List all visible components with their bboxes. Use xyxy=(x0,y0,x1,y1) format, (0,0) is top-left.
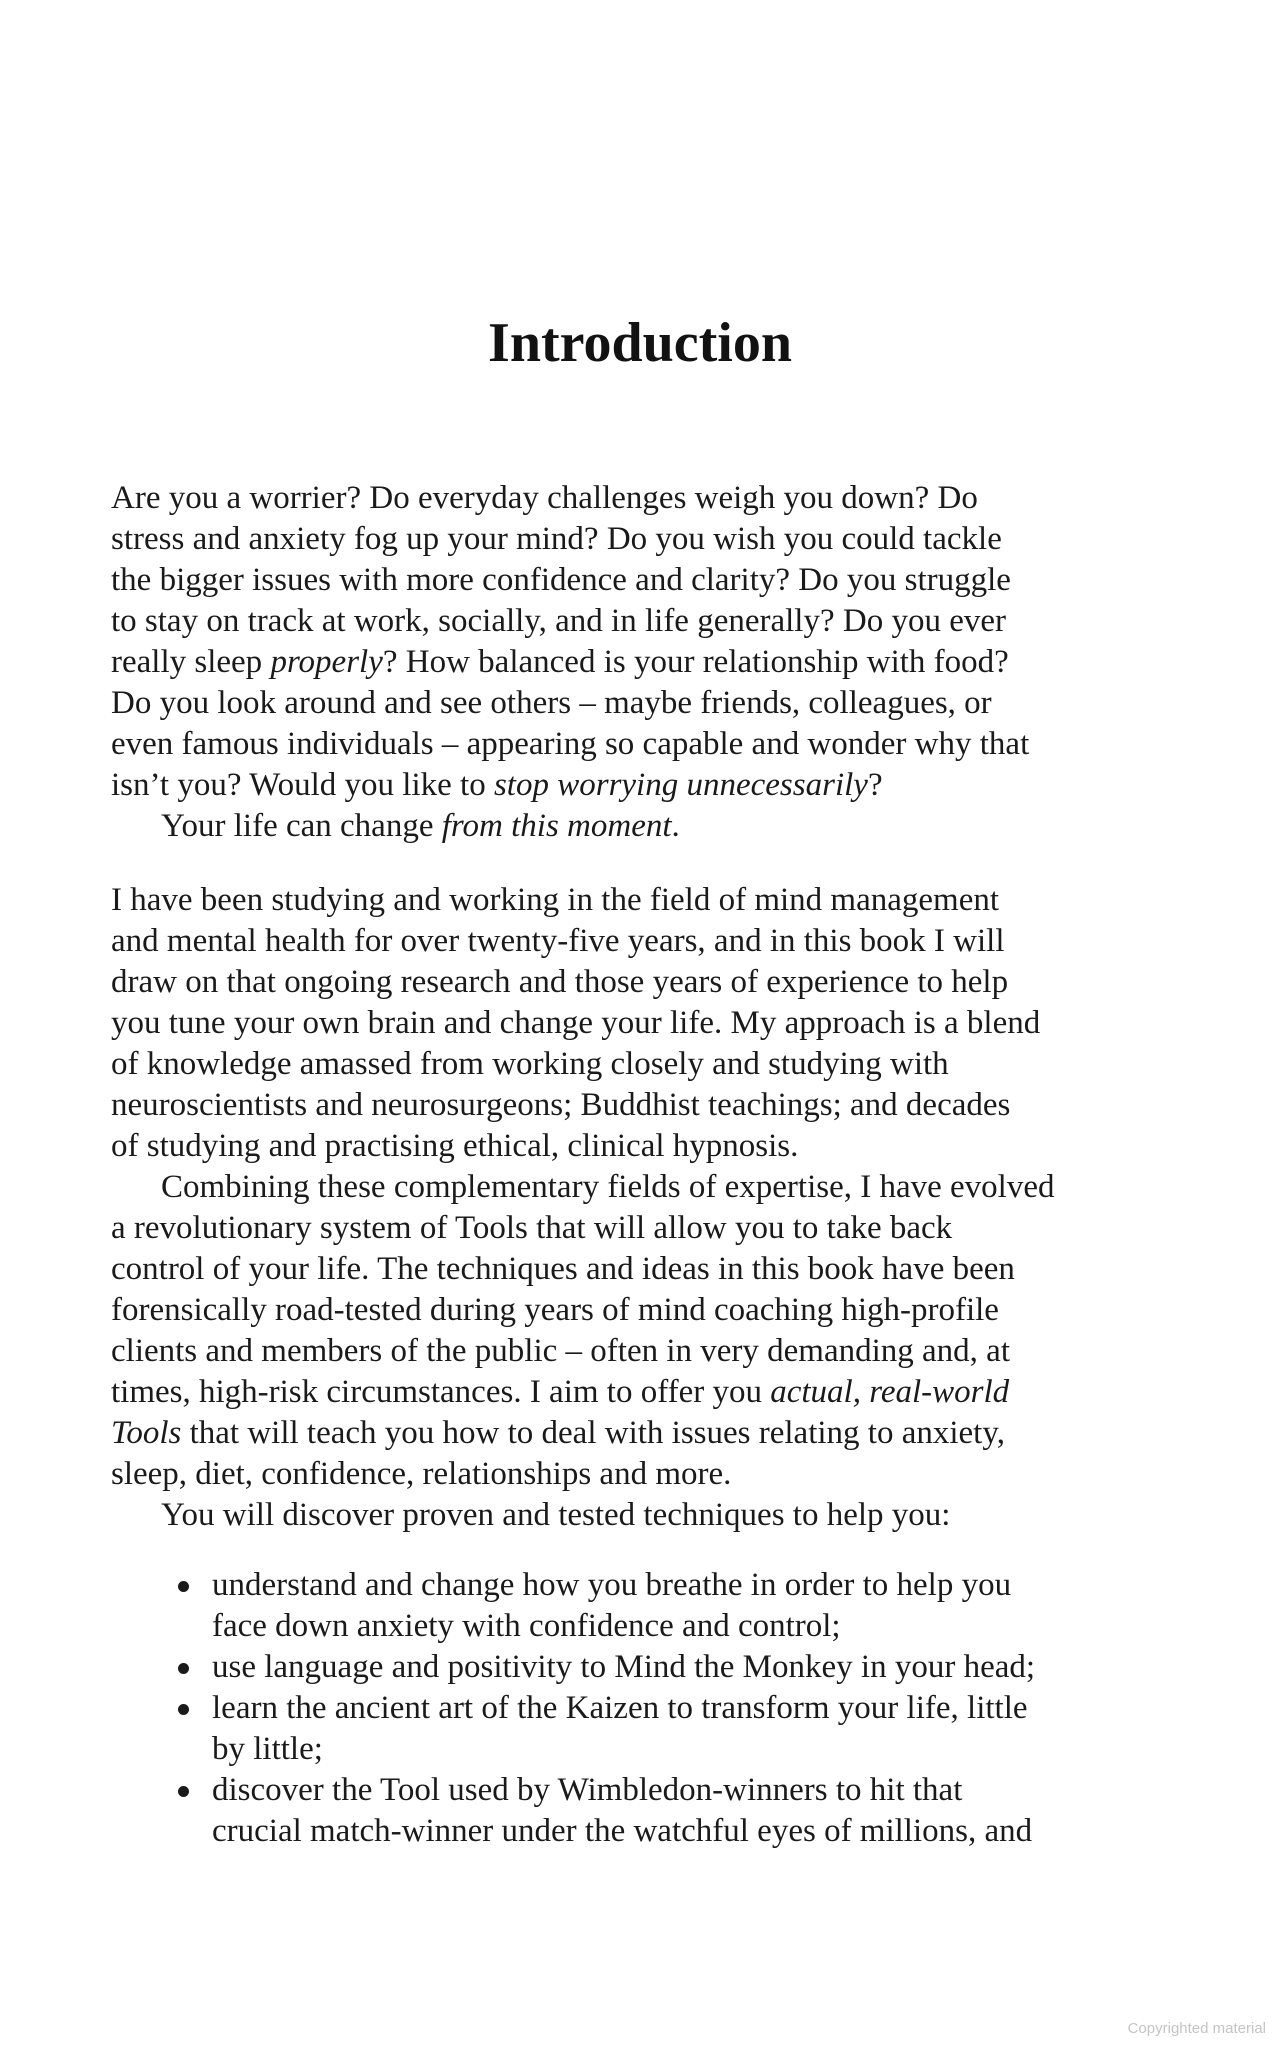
text-segment: draw on that ongoing research and those years of experience to help xyxy=(111,964,1009,1000)
italic-text-segment: actual, real-world xyxy=(770,1374,1010,1410)
text-line xyxy=(111,1606,1186,1647)
watermark-text: Copyrighted material xyxy=(1127,2020,1266,2037)
text-segment: use language and positivity to Mind the Monkey in your head; xyxy=(212,1649,1036,1685)
text-segment: to stay on track at work, socially, and in life generally? Do you ever xyxy=(111,603,1006,639)
text-line xyxy=(111,1729,1186,1770)
text-line xyxy=(111,1811,1186,1852)
text-segment: ? xyxy=(867,767,883,803)
text-segment: Are you a worrier? Do everyday challenges weigh you down? Do xyxy=(111,480,978,516)
italic-text-segment: properly xyxy=(270,644,383,680)
text-line xyxy=(111,1770,1186,1811)
text-line xyxy=(111,683,1186,724)
page-title: Introduction xyxy=(488,311,792,374)
text-segment: Combining these complementary fields of expertise, I have evolved xyxy=(161,1169,1055,1205)
text-line xyxy=(111,1085,1186,1126)
text-segment: You will discover proven and tested techniques to help you: xyxy=(161,1497,951,1533)
text-line xyxy=(111,1249,1186,1290)
bullet-icon xyxy=(178,1663,189,1674)
text-segment: control of your life. The techniques and ideas in this book have been xyxy=(111,1251,1015,1287)
text-line xyxy=(111,1372,1186,1413)
text-segment: a revolutionary system of Tools that will allow you to take back xyxy=(111,1210,953,1246)
text-segment: neuroscientists and neurosurgeons; Buddhist teachings; and decades xyxy=(111,1087,1011,1123)
bullet-icon xyxy=(178,1786,189,1797)
text-line xyxy=(111,962,1186,1003)
text-line xyxy=(111,765,1186,806)
text-line xyxy=(111,519,1186,560)
text-line xyxy=(111,1290,1186,1331)
text-line xyxy=(111,1126,1186,1167)
text-segment: face down anxiety with confidence and control; xyxy=(212,1608,841,1644)
text-segment: learn the ancient art of the Kaizen to transform your life, little xyxy=(212,1690,1028,1726)
text-segment: of knowledge amassed from working closely and studying with xyxy=(111,1046,949,1082)
text-segment: you tune your own brain and change your life. My approach is a blend xyxy=(111,1005,1041,1041)
text-line xyxy=(111,1003,1186,1044)
text-line xyxy=(111,1331,1186,1372)
text-line xyxy=(111,478,1186,519)
text-line xyxy=(111,724,1186,765)
italic-text-segment: stop worrying unnecessarily xyxy=(493,767,868,803)
text-segment: I have been studying and working in the field of mind management xyxy=(111,882,1000,918)
text-segment: by little; xyxy=(212,1731,323,1767)
text-segment: clients and members of the public – often in very demanding and, at xyxy=(111,1333,1010,1369)
text-line xyxy=(111,560,1186,601)
text-line xyxy=(111,806,1186,847)
bullet-icon xyxy=(178,1704,189,1715)
text-segment: isn’t you? Would you like to xyxy=(111,767,494,803)
bullet-icon xyxy=(178,1581,189,1592)
text-line xyxy=(111,1044,1186,1085)
text-line xyxy=(111,1688,1186,1729)
text-segment: Do you look around and see others – maybe friends, colleagues, or xyxy=(111,685,992,721)
text-segment: forensically road-tested during years of mind coaching high-profile xyxy=(111,1292,999,1328)
text-segment: the bigger issues with more confidence and clarity? Do you struggle xyxy=(111,562,1011,598)
text-segment: sleep, diet, confidence, relationships and more. xyxy=(111,1456,732,1492)
text-line xyxy=(111,1208,1186,1249)
text-segment: of studying and practising ethical, clinical hypnosis. xyxy=(111,1128,799,1164)
text-line xyxy=(111,880,1186,921)
italic-text-segment: Tools xyxy=(111,1415,182,1451)
text-segment: times, high-risk circumstances. I aim to offer you xyxy=(111,1374,771,1410)
text-segment: ? How balanced is your relationship with food? xyxy=(382,644,1009,680)
text-segment: even famous individuals – appearing so capable and wonder why that xyxy=(111,726,1030,762)
text-line xyxy=(111,1495,1186,1536)
text-segment: Your life can change xyxy=(161,808,442,844)
text-segment: crucial match-winner under the watchful eyes of millions, and xyxy=(212,1813,1033,1849)
text-line xyxy=(111,1167,1186,1208)
text-line xyxy=(111,1413,1186,1454)
text-segment: understand and change how you breathe in order to help you xyxy=(212,1567,1012,1603)
text-segment: really sleep xyxy=(111,644,271,680)
text-line xyxy=(111,1565,1186,1606)
text-segment: stress and anxiety fog up your mind? Do you wish you could tackle xyxy=(111,521,1002,557)
text-segment: discover the Tool used by Wimbledon-winners to hit that xyxy=(212,1772,963,1808)
italic-text-segment: from this moment xyxy=(441,808,672,844)
text-line xyxy=(111,1647,1186,1688)
text-line xyxy=(111,921,1186,962)
text-line xyxy=(111,642,1186,683)
text-line xyxy=(111,1454,1186,1495)
text-segment: . xyxy=(671,808,680,844)
text-line xyxy=(111,601,1186,642)
text-content xyxy=(111,478,1186,1852)
text-segment: that will teach you how to deal with issues relating to anxiety, xyxy=(181,1415,1005,1451)
text-segment: and mental health for over twenty-five years, and in this book I will xyxy=(111,923,1005,959)
